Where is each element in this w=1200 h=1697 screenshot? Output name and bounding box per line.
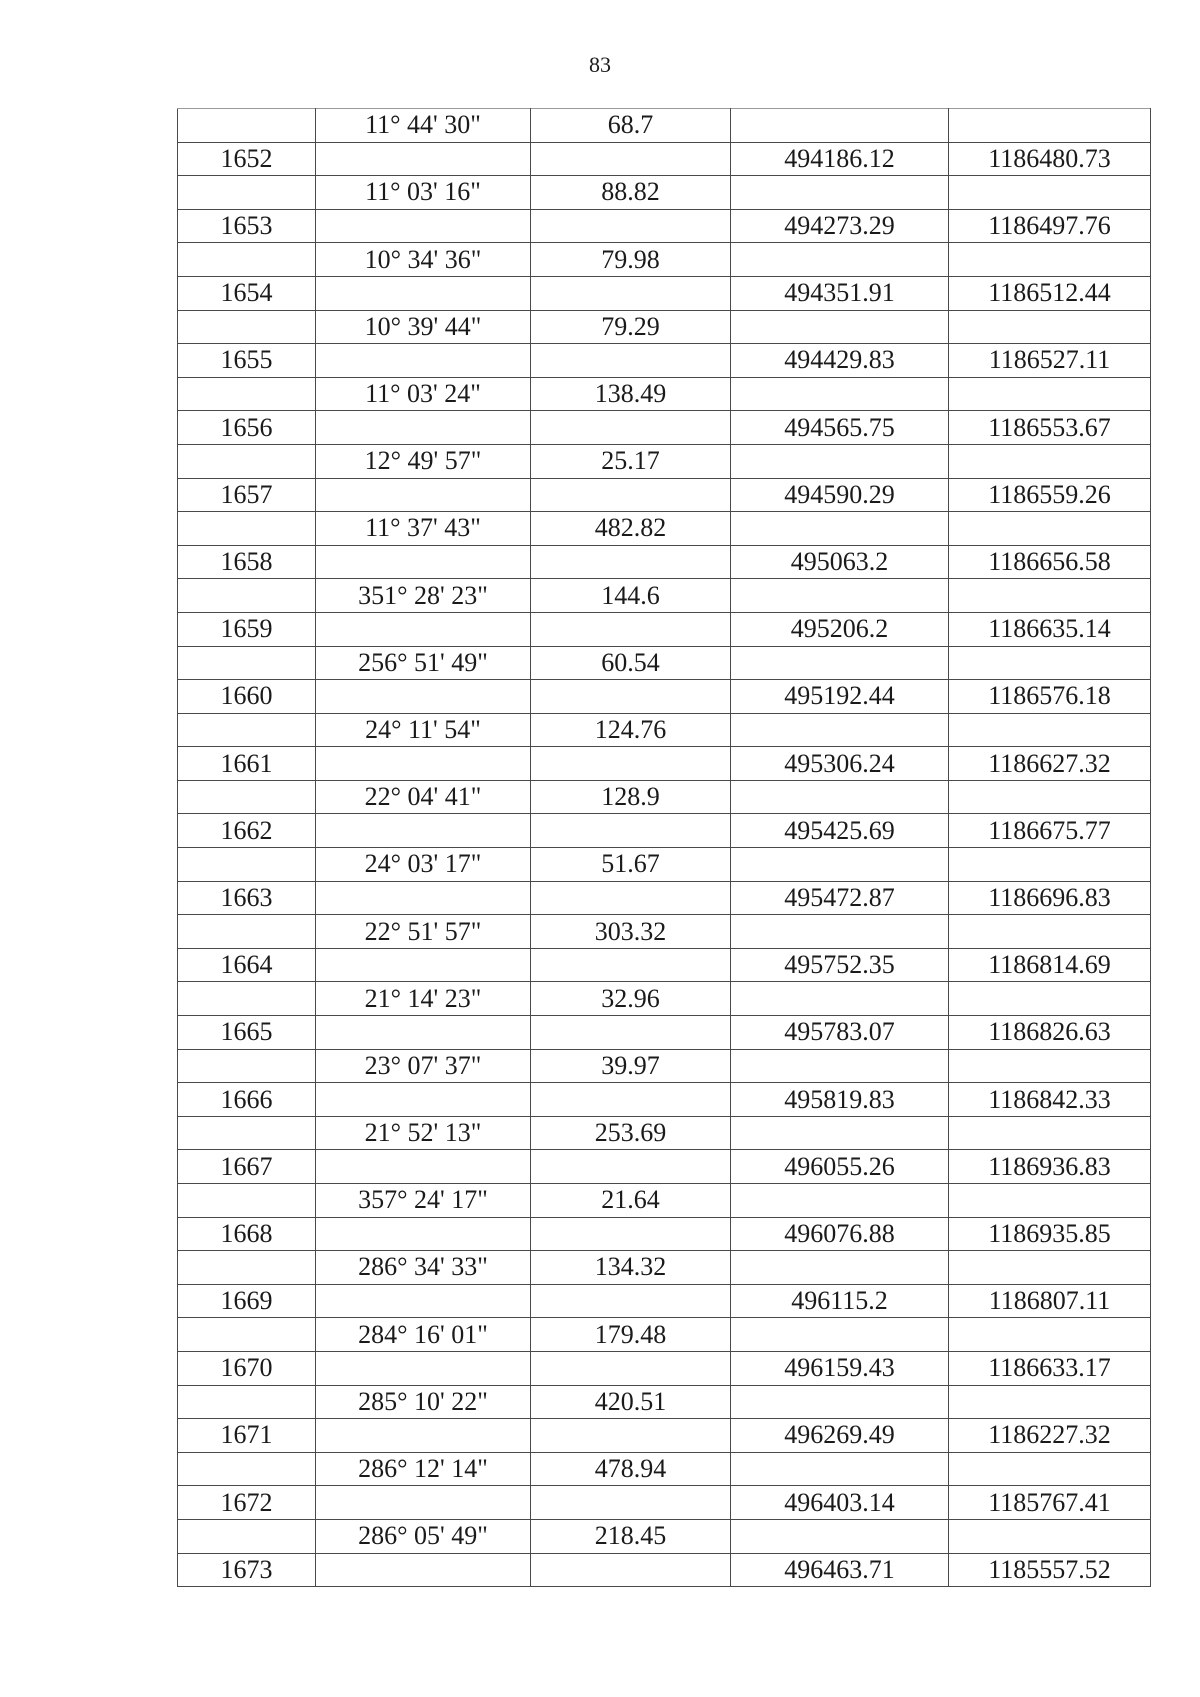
easting-cell [731, 1049, 949, 1083]
bearing-cell [316, 1486, 531, 1520]
easting-cell [731, 1184, 949, 1218]
distance-cell [531, 1553, 731, 1587]
northing-cell: 1186576.18 [949, 680, 1151, 714]
station-cell [178, 848, 316, 882]
easting-cell [731, 848, 949, 882]
distance-cell: 253.69 [531, 1116, 731, 1150]
northing-cell: 1186675.77 [949, 814, 1151, 848]
station-cell: 1668 [178, 1217, 316, 1251]
northing-cell: 1186696.83 [949, 881, 1151, 915]
station-row [178, 1419, 1151, 1453]
bearing-cell: 11° 37' 43" [316, 512, 531, 546]
northing-cell [949, 1184, 1151, 1218]
table-body [178, 109, 1151, 1587]
easting-cell: 495783.07 [731, 1016, 949, 1050]
northing-cell [949, 1049, 1151, 1083]
bearing-cell [316, 1016, 531, 1050]
bearing-cell: 21° 52' 13" [316, 1116, 531, 1150]
bearing-cell: 11° 03' 24" [316, 377, 531, 411]
station-row [178, 411, 1151, 445]
bearing-cell [316, 1150, 531, 1184]
northing-cell: 1186512.44 [949, 276, 1151, 310]
northing-cell: 1186656.58 [949, 545, 1151, 579]
leg-row [178, 579, 1151, 613]
station-row [178, 680, 1151, 714]
northing-cell [949, 780, 1151, 814]
northing-cell [949, 1452, 1151, 1486]
bearing-cell: 351° 28' 23" [316, 579, 531, 613]
station-row [178, 344, 1151, 378]
distance-cell: 478.94 [531, 1452, 731, 1486]
bearing-cell: 11° 44' 30" [316, 109, 531, 143]
station-cell: 1665 [178, 1016, 316, 1050]
distance-cell [531, 1284, 731, 1318]
bearing-cell: 21° 14' 23" [316, 982, 531, 1016]
station-row [178, 814, 1151, 848]
easting-cell: 495752.35 [731, 948, 949, 982]
bearing-cell [316, 747, 531, 781]
easting-cell: 496403.14 [731, 1486, 949, 1520]
northing-cell [949, 310, 1151, 344]
station-cell: 1672 [178, 1486, 316, 1520]
station-row [178, 1083, 1151, 1117]
easting-cell [731, 1116, 949, 1150]
station-row [178, 1486, 1151, 1520]
distance-cell: 32.96 [531, 982, 731, 1016]
northing-cell: 1186633.17 [949, 1351, 1151, 1385]
station-cell [178, 1251, 316, 1285]
bearing-cell [316, 612, 531, 646]
station-cell: 1670 [178, 1351, 316, 1385]
bearing-cell [316, 1351, 531, 1385]
leg-row [178, 310, 1151, 344]
station-cell [178, 377, 316, 411]
station-cell [178, 512, 316, 546]
distance-cell: 51.67 [531, 848, 731, 882]
distance-cell [531, 545, 731, 579]
station-cell: 1671 [178, 1419, 316, 1453]
easting-cell [731, 1385, 949, 1419]
easting-cell [731, 646, 949, 680]
distance-cell: 138.49 [531, 377, 731, 411]
northing-cell [949, 1251, 1151, 1285]
distance-cell [531, 680, 731, 714]
bearing-cell [316, 1419, 531, 1453]
northing-cell: 1186936.83 [949, 1150, 1151, 1184]
bearing-cell: 10° 39' 44" [316, 310, 531, 344]
distance-cell: 88.82 [531, 176, 731, 210]
station-cell: 1666 [178, 1083, 316, 1117]
easting-cell: 495306.24 [731, 747, 949, 781]
station-row [178, 612, 1151, 646]
bearing-cell [316, 344, 531, 378]
station-cell [178, 780, 316, 814]
station-cell: 1657 [178, 478, 316, 512]
distance-cell [531, 1217, 731, 1251]
station-row [178, 1284, 1151, 1318]
easting-cell: 494186.12 [731, 142, 949, 176]
station-cell: 1656 [178, 411, 316, 445]
northing-cell [949, 1385, 1151, 1419]
station-cell [178, 1519, 316, 1553]
bearing-cell: 22° 51' 57" [316, 915, 531, 949]
leg-row [178, 1385, 1151, 1419]
station-cell [178, 243, 316, 277]
station-cell [178, 1318, 316, 1352]
easting-cell [731, 176, 949, 210]
northing-cell: 1186497.76 [949, 209, 1151, 243]
station-cell [178, 1184, 316, 1218]
distance-cell [531, 276, 731, 310]
station-cell [178, 579, 316, 613]
station-cell: 1652 [178, 142, 316, 176]
distance-cell: 303.32 [531, 915, 731, 949]
bearing-cell [316, 881, 531, 915]
distance-cell [531, 1351, 731, 1385]
easting-cell [731, 377, 949, 411]
leg-row [178, 1049, 1151, 1083]
easting-cell: 496115.2 [731, 1284, 949, 1318]
leg-row [178, 1318, 1151, 1352]
station-row [178, 545, 1151, 579]
bearing-cell [316, 948, 531, 982]
leg-row [178, 646, 1151, 680]
leg-row [178, 377, 1151, 411]
northing-cell [949, 512, 1151, 546]
easting-cell: 495472.87 [731, 881, 949, 915]
easting-cell [731, 1452, 949, 1486]
station-cell: 1661 [178, 747, 316, 781]
leg-row [178, 848, 1151, 882]
easting-cell [731, 915, 949, 949]
bearing-cell: 357° 24' 17" [316, 1184, 531, 1218]
easting-cell: 495192.44 [731, 680, 949, 714]
northing-cell: 1186635.14 [949, 612, 1151, 646]
northing-cell: 1186842.33 [949, 1083, 1151, 1117]
station-row [178, 1553, 1151, 1587]
station-cell [178, 1385, 316, 1419]
station-cell: 1654 [178, 276, 316, 310]
leg-row [178, 1452, 1151, 1486]
station-cell: 1653 [178, 209, 316, 243]
station-row [178, 948, 1151, 982]
easting-cell [731, 780, 949, 814]
easting-cell: 494351.91 [731, 276, 949, 310]
northing-cell [949, 243, 1151, 277]
bearing-cell [316, 814, 531, 848]
distance-cell: 79.98 [531, 243, 731, 277]
easting-cell: 495819.83 [731, 1083, 949, 1117]
station-row [178, 881, 1151, 915]
distance-cell [531, 814, 731, 848]
northing-cell: 1186826.63 [949, 1016, 1151, 1050]
northing-cell: 1185557.52 [949, 1553, 1151, 1587]
station-cell [178, 915, 316, 949]
distance-cell: 79.29 [531, 310, 731, 344]
leg-row [178, 1184, 1151, 1218]
leg-row [178, 512, 1151, 546]
bearing-cell: 11° 03' 16" [316, 176, 531, 210]
distance-cell [531, 478, 731, 512]
station-row [178, 276, 1151, 310]
station-row [178, 1150, 1151, 1184]
page-number: 83 [589, 52, 611, 77]
leg-row [178, 1519, 1151, 1553]
station-cell: 1669 [178, 1284, 316, 1318]
bearing-cell: 23° 07' 37" [316, 1049, 531, 1083]
station-cell: 1660 [178, 680, 316, 714]
bearing-cell [316, 545, 531, 579]
easting-cell: 496159.43 [731, 1351, 949, 1385]
station-cell [178, 1049, 316, 1083]
distance-cell [531, 612, 731, 646]
distance-cell [531, 1016, 731, 1050]
northing-cell [949, 1519, 1151, 1553]
northing-cell [949, 377, 1151, 411]
distance-cell: 124.76 [531, 713, 731, 747]
northing-cell [949, 1318, 1151, 1352]
easting-cell [731, 982, 949, 1016]
bearing-cell [316, 1083, 531, 1117]
bearing-cell: 24° 11' 54" [316, 713, 531, 747]
leg-row [178, 1251, 1151, 1285]
bearing-cell: 286° 12' 14" [316, 1452, 531, 1486]
station-row [178, 1217, 1151, 1251]
easting-cell: 496076.88 [731, 1217, 949, 1251]
survey-coordinates-table [177, 108, 1151, 1587]
distance-cell: 179.48 [531, 1318, 731, 1352]
bearing-cell [316, 209, 531, 243]
station-row [178, 1016, 1151, 1050]
leg-row [178, 109, 1151, 143]
northing-cell [949, 915, 1151, 949]
station-row [178, 478, 1151, 512]
distance-cell: 134.32 [531, 1251, 731, 1285]
easting-cell: 494273.29 [731, 209, 949, 243]
distance-cell: 68.7 [531, 109, 731, 143]
easting-cell [731, 1318, 949, 1352]
easting-cell [731, 310, 949, 344]
leg-row [178, 243, 1151, 277]
bearing-cell [316, 276, 531, 310]
easting-cell: 496269.49 [731, 1419, 949, 1453]
northing-cell: 1186553.67 [949, 411, 1151, 445]
northing-cell [949, 579, 1151, 613]
bearing-cell [316, 142, 531, 176]
northing-cell [949, 444, 1151, 478]
station-cell [178, 444, 316, 478]
distance-cell [531, 747, 731, 781]
leg-row [178, 915, 1151, 949]
distance-cell [531, 344, 731, 378]
northing-cell: 1186814.69 [949, 948, 1151, 982]
easting-cell: 494590.29 [731, 478, 949, 512]
northing-cell: 1186935.85 [949, 1217, 1151, 1251]
station-cell: 1655 [178, 344, 316, 378]
bearing-cell: 256° 51' 49" [316, 646, 531, 680]
distance-cell: 482.82 [531, 512, 731, 546]
easting-cell: 494429.83 [731, 344, 949, 378]
bearing-cell [316, 1284, 531, 1318]
distance-cell: 39.97 [531, 1049, 731, 1083]
bearing-cell: 24° 03' 17" [316, 848, 531, 882]
easting-cell [731, 1251, 949, 1285]
northing-cell: 1185767.41 [949, 1486, 1151, 1520]
easting-cell: 495063.2 [731, 545, 949, 579]
easting-cell [731, 1519, 949, 1553]
station-row [178, 747, 1151, 781]
distance-cell: 25.17 [531, 444, 731, 478]
northing-cell [949, 713, 1151, 747]
bearing-cell: 10° 34' 36" [316, 243, 531, 277]
station-cell [178, 310, 316, 344]
distance-cell [531, 1083, 731, 1117]
leg-row [178, 982, 1151, 1016]
station-cell: 1658 [178, 545, 316, 579]
northing-cell: 1186480.73 [949, 142, 1151, 176]
bearing-cell: 286° 34' 33" [316, 1251, 531, 1285]
northing-cell [949, 176, 1151, 210]
bearing-cell [316, 680, 531, 714]
station-row [178, 209, 1151, 243]
easting-cell: 496055.26 [731, 1150, 949, 1184]
easting-cell: 495206.2 [731, 612, 949, 646]
northing-cell [949, 848, 1151, 882]
bearing-cell [316, 1553, 531, 1587]
bearing-cell: 285° 10' 22" [316, 1385, 531, 1419]
easting-cell: 496463.71 [731, 1553, 949, 1587]
distance-cell: 21.64 [531, 1184, 731, 1218]
leg-row [178, 444, 1151, 478]
distance-cell [531, 142, 731, 176]
station-cell [178, 713, 316, 747]
easting-cell: 494565.75 [731, 411, 949, 445]
station-cell: 1662 [178, 814, 316, 848]
distance-cell [531, 1486, 731, 1520]
leg-row [178, 176, 1151, 210]
leg-row [178, 713, 1151, 747]
northing-cell: 1186527.11 [949, 344, 1151, 378]
station-cell: 1663 [178, 881, 316, 915]
distance-cell [531, 209, 731, 243]
station-row [178, 142, 1151, 176]
distance-cell [531, 948, 731, 982]
distance-cell [531, 1419, 731, 1453]
bearing-cell: 286° 05' 49" [316, 1519, 531, 1553]
distance-cell [531, 1150, 731, 1184]
bearing-cell [316, 478, 531, 512]
bearing-cell: 22° 04' 41" [316, 780, 531, 814]
distance-cell: 128.9 [531, 780, 731, 814]
northing-cell: 1186627.32 [949, 747, 1151, 781]
distance-cell: 144.6 [531, 579, 731, 613]
distance-cell: 420.51 [531, 1385, 731, 1419]
bearing-cell [316, 411, 531, 445]
distance-cell: 60.54 [531, 646, 731, 680]
easting-cell [731, 109, 949, 143]
station-cell [178, 109, 316, 143]
easting-cell [731, 243, 949, 277]
northing-cell [949, 646, 1151, 680]
distance-cell [531, 411, 731, 445]
distance-cell [531, 881, 731, 915]
easting-cell: 495425.69 [731, 814, 949, 848]
easting-cell [731, 512, 949, 546]
northing-cell [949, 982, 1151, 1016]
station-cell: 1664 [178, 948, 316, 982]
leg-row [178, 780, 1151, 814]
northing-cell: 1186807.11 [949, 1284, 1151, 1318]
northing-cell [949, 109, 1151, 143]
station-cell [178, 646, 316, 680]
easting-cell [731, 713, 949, 747]
northing-cell [949, 1116, 1151, 1150]
station-cell [178, 1452, 316, 1486]
bearing-cell [316, 1217, 531, 1251]
distance-cell: 218.45 [531, 1519, 731, 1553]
bearing-cell: 12° 49' 57" [316, 444, 531, 478]
northing-cell: 1186559.26 [949, 478, 1151, 512]
northing-cell: 1186227.32 [949, 1419, 1151, 1453]
station-cell [178, 176, 316, 210]
station-cell: 1659 [178, 612, 316, 646]
station-cell [178, 1116, 316, 1150]
station-cell: 1673 [178, 1553, 316, 1587]
easting-cell [731, 579, 949, 613]
station-cell: 1667 [178, 1150, 316, 1184]
leg-row [178, 1116, 1151, 1150]
station-row [178, 1351, 1151, 1385]
easting-cell [731, 444, 949, 478]
bearing-cell: 284° 16' 01" [316, 1318, 531, 1352]
station-cell [178, 982, 316, 1016]
